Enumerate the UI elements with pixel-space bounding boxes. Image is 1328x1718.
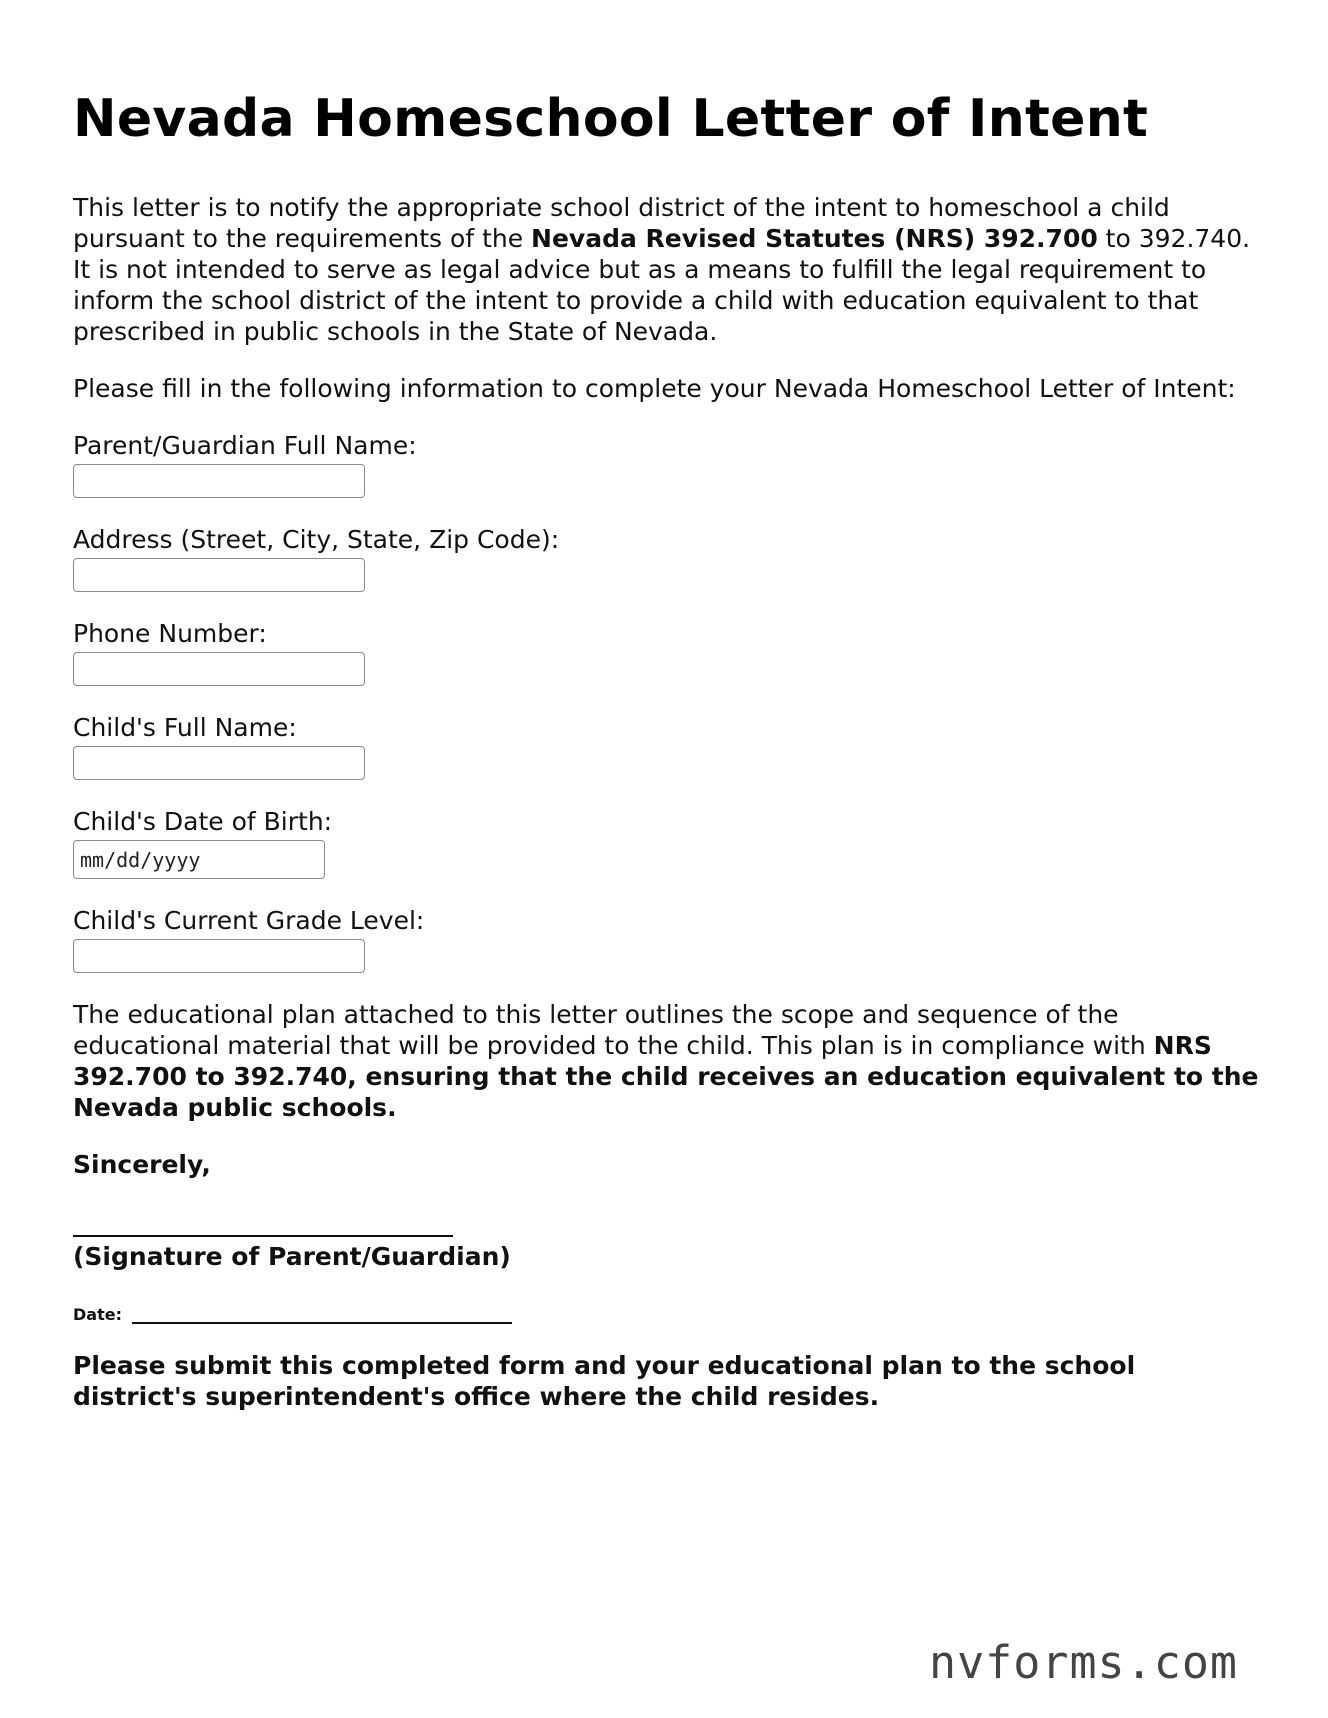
- intro-paragraph: [73, 192, 1263, 347]
- page-title: Nevada Homeschool Letter of Intent: [73, 89, 1149, 149]
- plan-paragraph: [73, 999, 1263, 1123]
- date-line: [132, 1298, 512, 1324]
- closing-text: Sincerely,: [73, 1150, 211, 1179]
- plan-bold-text: NRS 392.700 to 392.740, ensuring that the child receives an education equivalent to the Nevada public schools.: [73, 1031, 1259, 1122]
- child-name-label: Child's Full Name:: [73, 713, 297, 742]
- parent-name-input[interactable]: [73, 464, 365, 498]
- grade-level-field: [73, 905, 1263, 973]
- child-dob-input[interactable]: [73, 840, 325, 879]
- intro-text-1: This letter is to notify the appropriate school district of the intent to homeschool a child pursuant to the requirements of the: [73, 193, 1170, 253]
- phone-field: [73, 618, 1263, 686]
- address-label: Address (Street, City, State, Zip Code):: [73, 525, 560, 554]
- submit-note: Please submit this completed form and your educational plan to the school district's superintendent's office where the child resides.: [73, 1351, 1136, 1411]
- child-dob-label: Child's Date of Birth:: [73, 807, 333, 836]
- address-field: [73, 524, 1263, 592]
- date-row: [73, 1298, 1263, 1324]
- date-label: Date:: [73, 1305, 122, 1324]
- phone-input[interactable]: [73, 652, 365, 686]
- parent-name-label: Parent/Guardian Full Name:: [73, 431, 417, 460]
- child-name-field: [73, 712, 1263, 780]
- signature-caption: (Signature of Parent/Guardian): [73, 1242, 511, 1271]
- signature-line: [73, 1206, 453, 1237]
- grade-level-input[interactable]: [73, 939, 365, 973]
- intro-statute: Nevada Revised Statutes (NRS) 392.700: [531, 224, 1098, 253]
- instruction-paragraph: Please fill in the following information to complete your Nevada Homeschool Letter of Intent:: [73, 374, 1236, 403]
- intro-text-2: to 392.740. It is not intended to serve as legal advice but as a means to fulfill the legal requirement to inform the school district of the intent to provide a child with education equivalent to that prescribed in public schools in the State of Nevada.: [73, 224, 1251, 346]
- grade-level-label: Child's Current Grade Level:: [73, 906, 425, 935]
- parent-name-field: [73, 430, 1263, 498]
- phone-label: Phone Number:: [73, 619, 267, 648]
- child-dob-field: [73, 806, 1263, 879]
- child-name-input[interactable]: [73, 746, 365, 780]
- address-input[interactable]: [73, 558, 365, 592]
- letter-page: [73, 88, 1263, 1412]
- plan-text: The educational plan attached to this letter outlines the scope and sequence of the educational material that will be provided to the child. This plan is in compliance with: [73, 1000, 1154, 1060]
- watermark-logo: nvforms.com: [928, 1636, 1238, 1689]
